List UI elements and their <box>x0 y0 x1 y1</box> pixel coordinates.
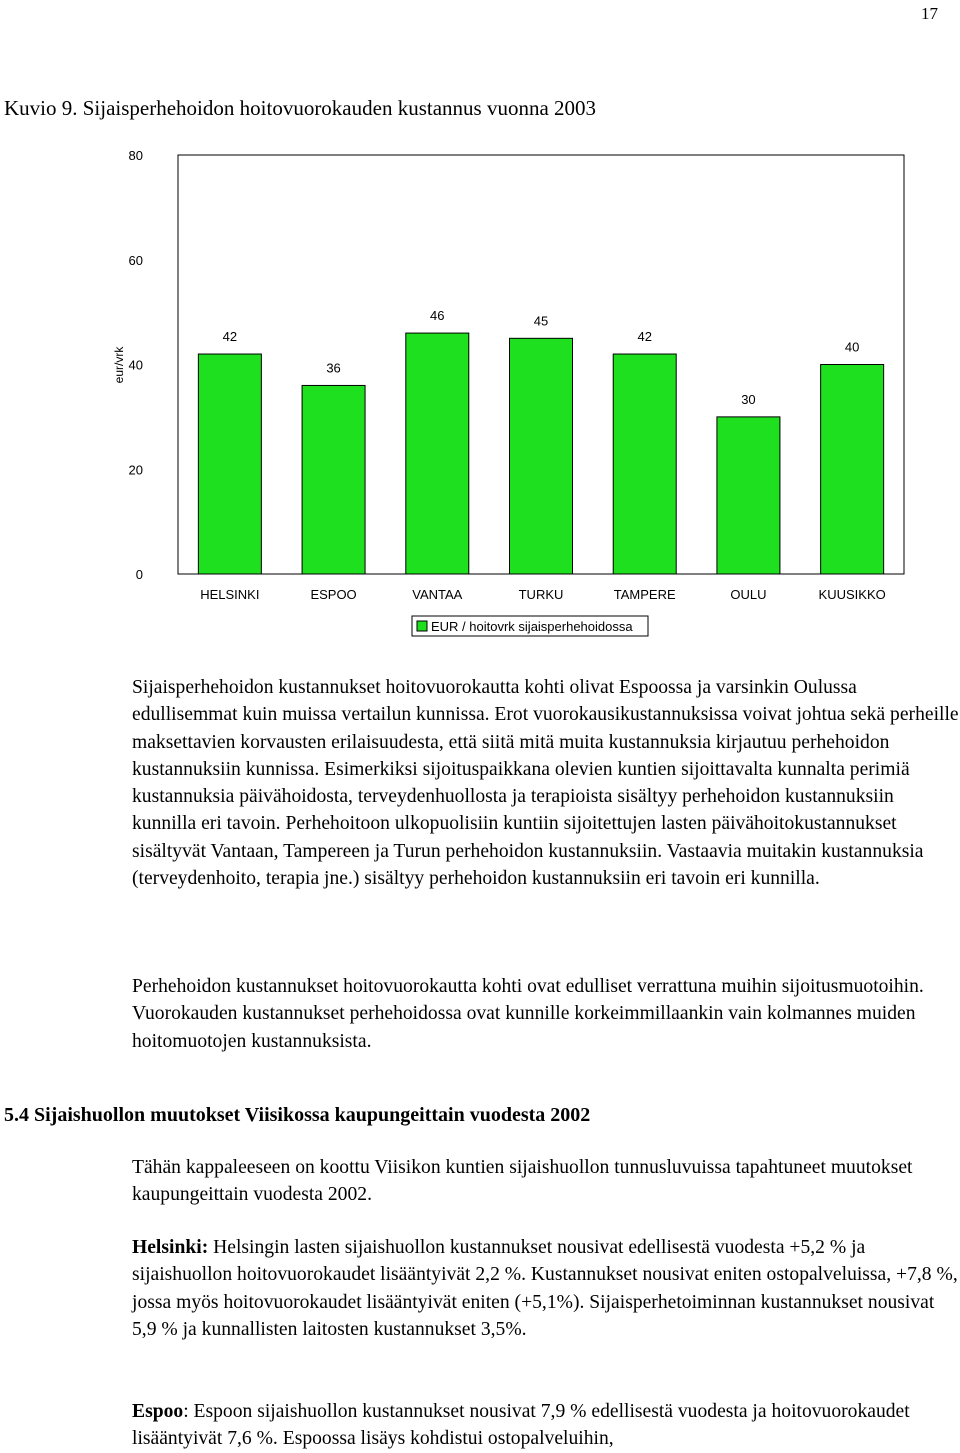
x-category-label: ESPOO <box>310 587 357 602</box>
bar-value-label: 46 <box>430 308 445 324</box>
legend-swatch <box>417 621 427 631</box>
section-heading: 5.4 Sijaishuollon muutokset Viisikossa kaupungeittain vuodesta 2002 <box>4 1104 591 1126</box>
page-number: 17 <box>921 4 938 23</box>
y-tick-label: 60 <box>128 252 143 268</box>
x-category-label: TAMPERE <box>613 587 676 602</box>
bar <box>821 365 884 575</box>
bar-value-label: 40 <box>844 339 860 355</box>
bar <box>302 385 365 574</box>
bar-value-label: 42 <box>222 329 238 345</box>
figure-caption: Kuvio 9. Sijaisperhehoidon hoitovuorokauden kustannus vuonna 2003 <box>4 96 597 120</box>
y-tick-label: 0 <box>135 567 143 582</box>
paragraph-section-intro: Tähän kappaleeseen on koottu Viisikon kuntien sijaishuollon tunnusluvuissa tapahtuneet muutokset kaupungeittain vuodesta 2002. <box>132 1157 913 1206</box>
espoo-text: : Espoon sijaishuollon kustannukset nousivat 7,9 % edellisestä vuodesta ja hoitovuorokaudet lisääntyivät 7,6 %. Espoossa lisäys kohdistui ostopalveluihin, <box>132 1401 910 1450</box>
y-tick-label: 20 <box>128 462 143 478</box>
x-category-label: TURKU <box>518 587 564 602</box>
bar-value-label: 36 <box>326 360 341 376</box>
y-axis-label: eur/vrk <box>112 346 126 384</box>
bar <box>717 417 780 574</box>
espoo-label: Espoo <box>132 1401 184 1422</box>
bar-value-label: 30 <box>741 391 756 407</box>
paragraph-cost-efficiency: Perhehoidon kustannukset hoitovuorokautta kohti ovat edulliset verrattuna muihin sijoitusmuotoihin. Vuorokauden kustannukset perhehoidossa ovat kunnille korkeimmillaankin vain kolmannes muiden hoitomuotojen kustannuksista. <box>132 976 924 1052</box>
bar-value-label: 45 <box>533 313 549 329</box>
paragraph-helsinki <box>132 1234 960 1343</box>
x-category-label: HELSINKI <box>200 587 260 602</box>
x-category-label: VANTAA <box>412 587 463 602</box>
paragraph-cost-comparison: Sijaisperhehoidon kustannukset hoitovuorokautta kohti olivat Espoossa ja varsinkin Oulussa edullisemmat kuin muissa vertailun kunnissa. Erot vuorokausikustannuksissa voivat johtua sekä perheille maksettavien korvausten erilaisuudesta, että siitä mitä muita kustannuksia kirjautuu perhehoidon kustannuksiin kunnissa. Esimerkiksi sijoituspaikkana olevien kuntien sijoittavalta kunnalta perimiä kustannuksia päivähoidosta, terveydenhuollosta ja terapioista sisältyy perhehoidon kustannuksiin kunnilla eri tavoin. Perhehoitoon ulkopuolisiin kuntiin sijoitettujen lasten päivähoitokustannukset sisältyvät Vantaan, Tampereen ja Turun perhehoidon kustannuksiin. Vastaavia muitakin kustannuksia (terveydenhoito, terapia jne.) sisältyy perhehoidon kustannuksiin eri tavoin eri kunnilla. <box>132 677 959 890</box>
bar <box>198 354 261 574</box>
helsinki-text: Helsingin lasten sijaishuollon kustannukset nousivat edellisestä vuodesta +5,2 % ja sijaishuollon hoitovuorokaudet lisääntyivät 2,2 %. Kustannukset nousivat eniten ostopalveluissa, +7,8 %, jossa myös hoitovuorokaudet lisääntyivät eniten (+5,1%). Sijaisperhetoiminnan kustannukset nousivat 5,9 % ja kunnallisten laitosten kustannukset 3,5%. <box>132 1237 958 1340</box>
bar <box>613 354 676 574</box>
bar <box>510 338 573 574</box>
helsinki-label: Helsinki: <box>132 1237 209 1258</box>
x-category-label: KUUSIKKO <box>818 587 886 602</box>
x-category-label: OULU <box>730 587 767 602</box>
bar-value-label: 42 <box>637 329 652 345</box>
y-tick-label: 40 <box>128 357 143 373</box>
legend-label: EUR / hoitovrk sijaisperhehoidossa <box>431 619 633 634</box>
y-tick-label: 80 <box>128 148 143 163</box>
bar-chart <box>0 140 960 640</box>
bar <box>406 333 469 574</box>
paragraph-espoo <box>132 1398 960 1453</box>
